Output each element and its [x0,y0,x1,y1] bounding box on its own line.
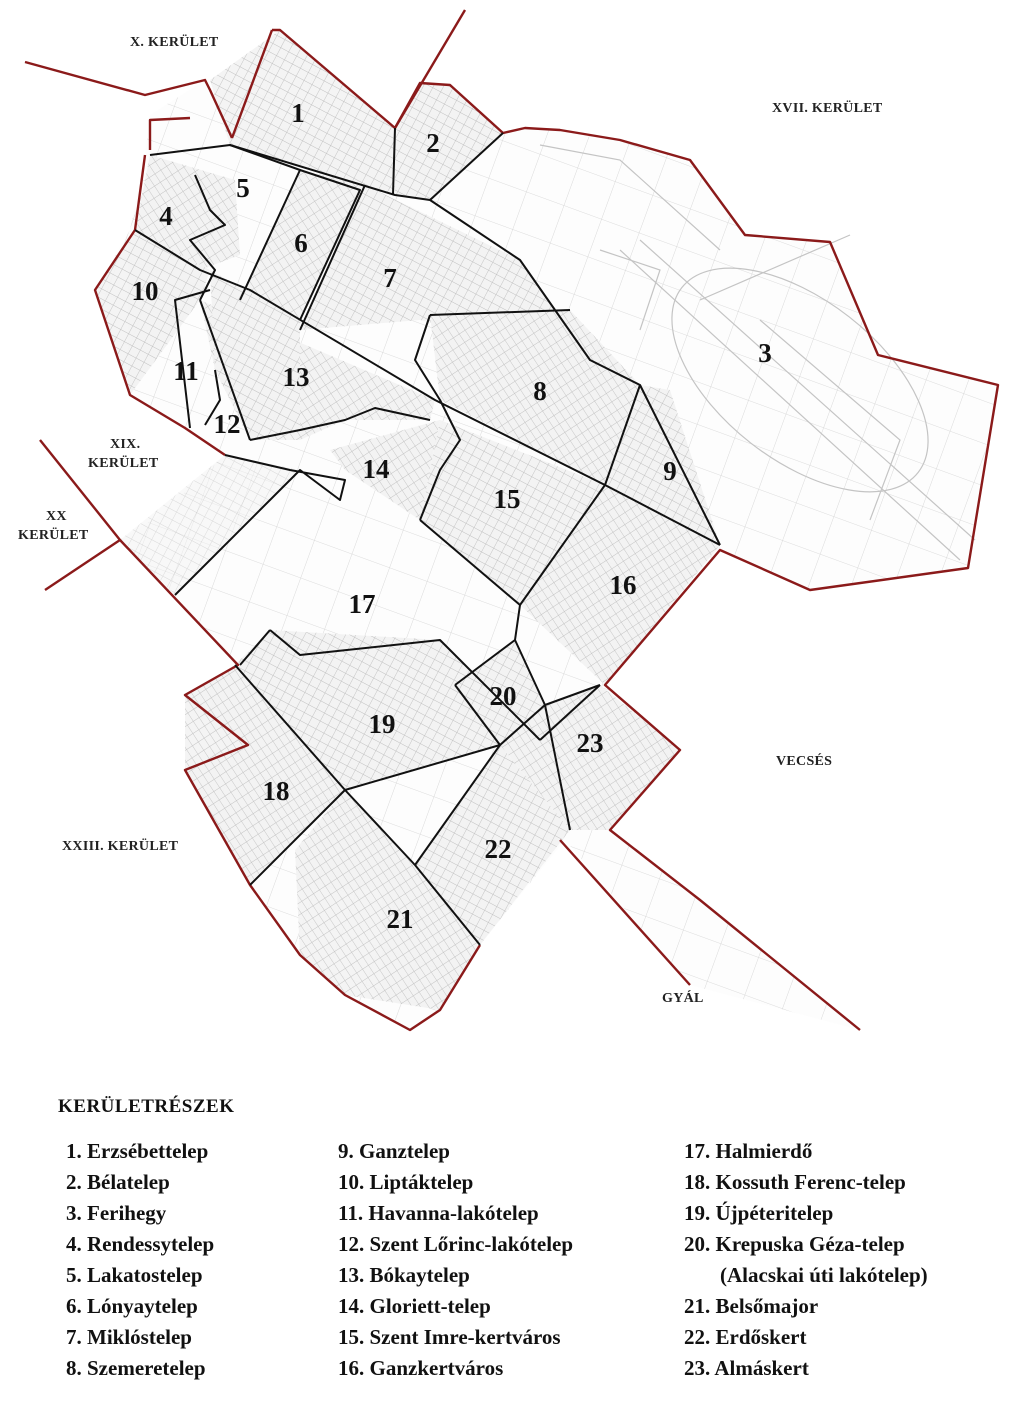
neighbor-label-vecses: VECSÉS [776,754,833,769]
map-number-9: 9 [663,456,677,486]
legend-column-1 [66,1136,214,1384]
map-number-19: 19 [368,709,396,739]
legend-item: 13. Bókaytelep [338,1263,470,1287]
legend-title: KERÜLETRÉSZEK [58,1096,235,1117]
legend-item: 2. Bélatelep [66,1170,170,1194]
legend-item: 8. Szemeretelep [66,1356,206,1380]
legend-item: 14. Gloriett-telep [338,1294,491,1318]
map-number-4: 4 [159,201,173,231]
legend-item: 5. Lakatostelep [66,1263,203,1287]
map-number-18: 18 [262,776,290,806]
legend-item: 6. Lónyaytelep [66,1294,198,1318]
map-number-5: 5 [236,173,250,203]
neighbor-label-xx-2: KERÜLET [18,528,89,543]
map-number-21: 21 [386,904,414,934]
map-number-8: 8 [533,376,547,406]
legend-column-3 [684,1136,928,1384]
legend-item: 16. Ganzkertváros [338,1356,504,1380]
legend-item: 4. Rendessytelep [66,1232,215,1256]
map-number-20: 20 [489,681,517,711]
map-number-16: 16 [609,570,637,600]
map-number-7: 7 [383,263,397,293]
neighbor-label-gyal: GYÁL [662,991,704,1006]
legend-column-2 [338,1136,573,1384]
neighbor-label-xix-1: XIX. [110,437,141,452]
legend-item-continuation: (Alacskai úti lakótelep) [720,1263,928,1287]
map-number-11: 11 [173,356,199,386]
legend-item: 19. Újpéteritelep [684,1201,834,1225]
legend-item: 22. Erdőskert [684,1325,807,1349]
map-number-3: 3 [758,338,772,368]
legend-item: 3. Ferihegy [66,1201,167,1225]
legend-item: 7. Miklóstelep [66,1325,192,1349]
legend-item: 23. Almáskert [684,1356,809,1380]
map-number-10: 10 [131,276,159,306]
map-number-14: 14 [362,454,390,484]
map-number-1: 1 [291,98,305,128]
neighbor-label-xix-2: KERÜLET [88,456,159,471]
map-number-22: 22 [484,834,512,864]
neighbor-label-xvii: XVII. KERÜLET [772,101,883,116]
map-number-17: 17 [348,589,376,619]
map-number-12: 12 [213,409,241,439]
neighbor-label-x: X. KERÜLET [130,35,219,50]
legend-item: 1. Erzsébettelep [66,1139,209,1163]
legend-item: 12. Szent Lőrinc-lakótelep [338,1232,574,1256]
legend-item: 20. Krepuska Géza-telep [684,1232,905,1256]
map-number-13: 13 [282,362,310,392]
legend-item: 10. Liptáktelep [338,1170,474,1194]
legend-item: 21. Belsőmajor [684,1294,819,1318]
map-number-23: 23 [576,728,604,758]
neighbor-label-xx-1: XX [46,509,67,524]
neighbor-label-xxiii: XXIII. KERÜLET [62,839,179,854]
legend-item: 9. Ganztelep [338,1139,450,1163]
legend-item: 11. Havanna-lakótelep [338,1201,539,1225]
legend-item: 17. Halmierdő [684,1139,813,1163]
map-number-15: 15 [493,484,521,514]
map-number-6: 6 [294,228,308,258]
legend-item: 18. Kossuth Ferenc-telep [684,1170,906,1194]
map-number-2: 2 [426,128,440,158]
legend-item: 15. Szent Imre-kertváros [338,1325,561,1349]
